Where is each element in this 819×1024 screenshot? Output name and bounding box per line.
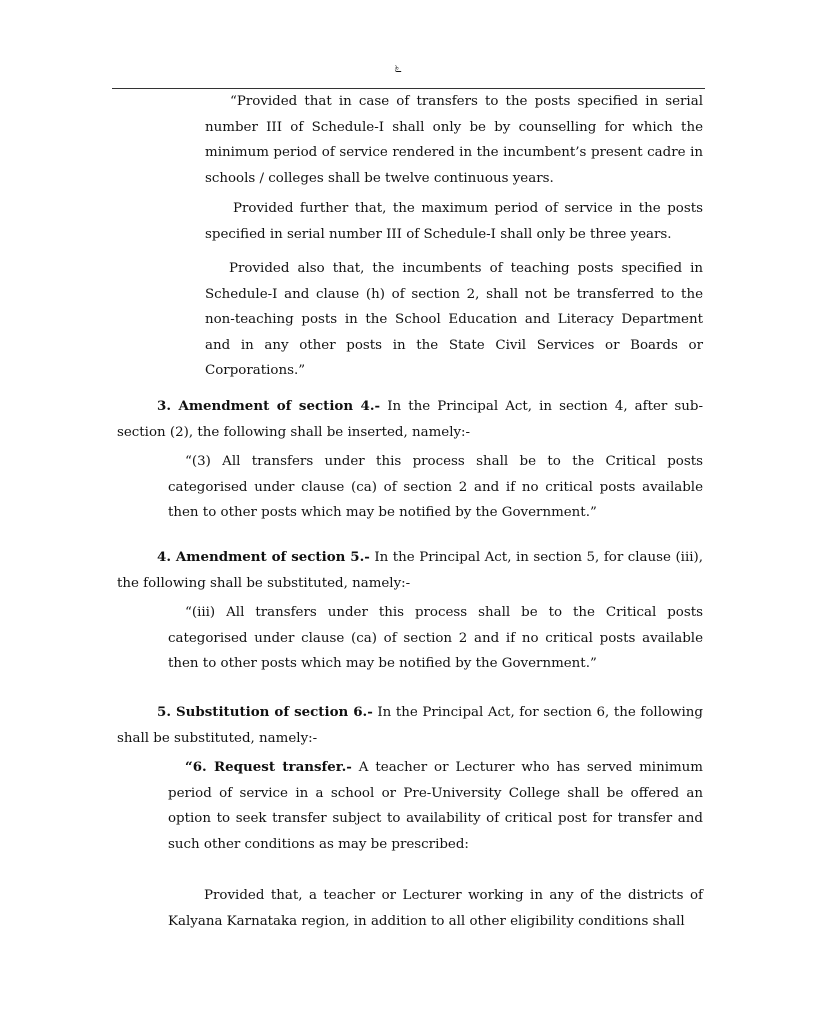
- proviso-text-2: Provided further that, the maximum period of service in the posts specified in serial number III of Schedule-I shall only be three years.: [205, 201, 703, 242]
- section-4-text: In the Principal Act, in section 5, for clause (iii), the following shall be substituted, namely:-: [117, 550, 703, 591]
- section-4-paragraph: [117, 545, 703, 596]
- section-6-quote-open: “: [185, 759, 193, 775]
- section-3-quote-text: “(3) All transfers under this process shall be to the Critical posts categorised under clause (ca) of section 2 and if no critical posts available then to other posts which may be notified by the Government.”: [168, 454, 703, 520]
- section-5-heading: 5. Substitution of section 6.-: [157, 704, 373, 720]
- proviso-paragraph-1: [205, 89, 703, 191]
- page-number: ೬: [394, 60, 402, 76]
- proviso-paragraph-2: [205, 196, 703, 247]
- proviso-text-1: “Provided that in case of transfers to the posts specified in serial number III of Schedule-I shall only be by counselling for which the minimum period of service rendered in the incumbent’s present cadre in schools / colleges shall be twelve continuous years.: [205, 94, 703, 186]
- section-4-heading: 4. Amendment of section 5.-: [157, 549, 370, 565]
- proviso-text-3: Provided also that, the incumbents of teaching posts specified in Schedule-I and clause (h) of section 2, shall not be transferred to the non-teaching posts in the School Education and Literacy Department and in any other posts in the State Civil Services or Boards or Corporations.”: [205, 261, 703, 378]
- section-6-heading: 6. Request transfer.-: [192, 759, 352, 775]
- section-3-text: In the Principal Act, in section 4, after sub-section (2), the following shall be inserted, namely:-: [117, 399, 704, 440]
- proviso-paragraph-3: [205, 256, 703, 384]
- section-5-paragraph: [117, 700, 703, 751]
- section-3-paragraph: [117, 394, 703, 445]
- proviso-paragraph-4: [168, 883, 703, 934]
- section-5-text: In the Principal Act, for section 6, the following shall be substituted, namely:-: [117, 705, 703, 746]
- section-3-heading: 3. Amendment of section 4.-: [157, 398, 381, 414]
- proviso-text-4: Provided that, a teacher or Lecturer working in any of the districts of Kalyana Karnataka region, in addition to all other eligibility conditions shall: [168, 888, 703, 929]
- section-6-quote: [168, 755, 703, 857]
- section-4-quote: [168, 600, 703, 677]
- section-4-quote-text: “(iii) All transfers under this process shall be to the Critical posts categorised under clause (ca) of section 2 and if no critical posts available then to other posts which may be notified by the Government.”: [168, 605, 703, 671]
- section-3-quote: [168, 449, 703, 526]
- section-6-text: A teacher or Lecturer who has served minimum period of service in a school or Pre-University College shall be offered an option to seek transfer subject to availability of critical post for transfer and such other conditions as may be prescribed:: [168, 760, 703, 852]
